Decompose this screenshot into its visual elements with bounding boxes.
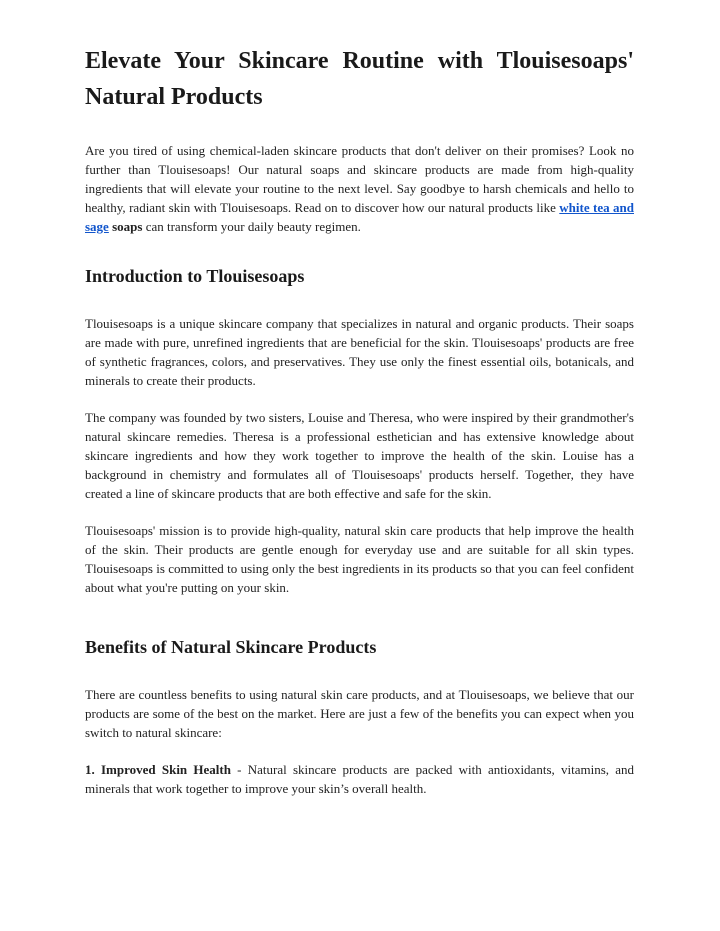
section1-paragraph-1: Tlouisesoaps is a unique skincare company that specializes in natural and organic products. Their soaps are made with pure, unrefined ingredients that are beneficial for the skin. Tlouisesoaps' products are free of synthetic fragrances, colors, and preservatives. They use only the finest essential oils, botanicals, and minerals to create their products. xyxy=(85,316,634,388)
section-heading-benefits: Benefits of Natural Skincare Products xyxy=(85,637,377,657)
document-title xyxy=(85,43,634,115)
title-line-2: Natural Products xyxy=(85,84,263,110)
section-heading-introduction: Introduction to Tlouisesoaps xyxy=(85,266,305,286)
intro-bold-soaps: soaps xyxy=(108,219,143,234)
white-tea-sage-link[interactable]: white tea and sage xyxy=(85,200,634,234)
title-line-1: Elevate Your Skincare Routine with Tlouisesoaps' xyxy=(85,48,634,74)
section1-paragraph-3: Tlouisesoaps' mission is to provide high-quality, natural skin care products that help improve the health of the skin. Their products are gentle enough for everyday use and are suitable for all skin types. Tlouisesoaps is committed to using only the best ingredients in its products so that you can feel confident about what you're putting on your skin. xyxy=(85,523,634,595)
intro-text-before: Are you tired of using chemical-laden skincare products that don't deliver on their promises? Look no further than Tlouisesoaps! Our natural soaps and skincare products are made from high-quality ingredients that will elevate your routine to the next level. Say goodbye to harsh chemicals and hello to healthy, radiant skin with Tlouisesoaps. Read on to discover how our natural products like xyxy=(85,143,634,215)
intro-text-after: can transform your daily beauty regimen. xyxy=(142,219,361,234)
benefit-item-1 xyxy=(85,760,634,798)
benefit-1-text: - Natural skincare products are packed with antioxidants, vitamins, and minerals that work together to improve your skin’s overall health. xyxy=(85,762,634,796)
section2-paragraph: There are countless benefits to using natural skin care products, and at Tlouisesoaps, we believe that our products are some of the best on the market. Here are just a few of the benefits you can expect when you switch to natural skincare: xyxy=(85,687,634,740)
document-page xyxy=(85,43,634,798)
intro-paragraph xyxy=(85,141,634,236)
section1-paragraph-2: The company was founded by two sisters, Louise and Theresa, who were inspired by their grandmother's natural skincare remedies. Theresa is a professional esthetician and has extensive knowledge about skincare ingredients and how they work together to improve the health of the skin. Louise has a background in chemistry and formulates all of Tlouisesoaps' products herself. Together, they have created a line of skincare products that are both effective and safe for the skin. xyxy=(85,410,634,501)
benefit-1-label: 1. Improved Skin Health xyxy=(85,762,231,777)
